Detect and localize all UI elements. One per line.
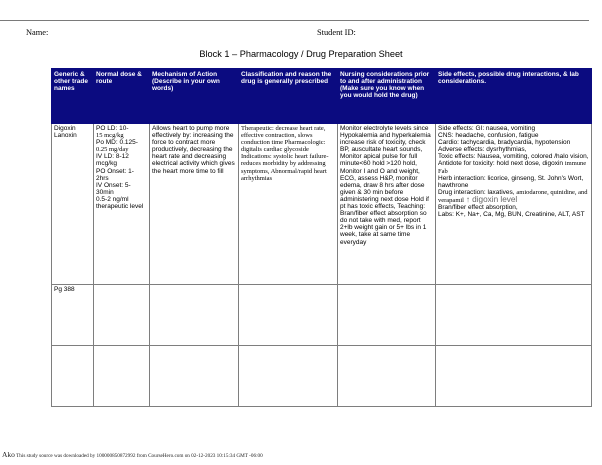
side-effect-line: Bran/fiber effect absorption, <box>438 204 518 212</box>
dose-line: 2hrs <box>96 174 109 182</box>
cell-names[interactable]: Pg 388 <box>52 285 94 346</box>
col-header-side-effects: Side effects, possible drug interactions, & lab considerations. <box>436 69 592 124</box>
cell-classification[interactable] <box>239 285 338 346</box>
antidote-serif-text: immune Fab <box>438 160 587 175</box>
cell-names[interactable] <box>52 124 94 285</box>
table-row <box>52 346 592 407</box>
side-effect-line <box>438 160 589 174</box>
dose-line: 15 mcg/kg <box>96 132 124 140</box>
side-effect-line: Side effects: GI: nausea, vomiting <box>438 125 536 132</box>
side-effect-line: Herb interaction: licorice, ginseng, St. John's Wort, hawthrone <box>438 174 584 189</box>
cell-mechanism[interactable] <box>150 285 239 346</box>
col-header-nursing: Nursing considerations prior to and after administration (Make sure you know when you would hold the drug) <box>338 69 436 124</box>
table-row <box>52 285 592 346</box>
header-rule <box>0 20 589 21</box>
drug-interaction-serif: amiodarone, quinidine, and verapamil <box>438 188 588 204</box>
cell-dose[interactable] <box>94 346 150 407</box>
footer-ako: Ako <box>2 450 15 459</box>
cell-mechanism[interactable] <box>150 346 239 407</box>
cell-nursing[interactable]: Monitor electrolyte levels since Hypokalemia and hyperkalemia increase risk of toxicity, check BP, auscultate heart sounds, Monitor apical pulse for full minute<60 hold >120 hold, Monitor I and O and weight, ECG, assess H&P, monitor edema, draw 8 hrs after dose given & 30 min before administering next dose Hold if pt has toxic effects, Teaching: Bran/fiber effect absorption so do not take with med, report 2+lb weight gain or 5+ lbs in 1 week, take at same time everyday <box>338 124 436 285</box>
page-title: Block 1 – Pharmacology / Drug Preparation Sheet <box>199 49 403 59</box>
cell-dose[interactable] <box>94 285 150 346</box>
col-header-classification: Classification and reason the drug is generally prescribed <box>239 69 338 124</box>
side-effect-line: CNS: headache, confusion, fatigue <box>438 132 539 140</box>
antidote-text: Antidote for toxicity: hold next dose, digoxin <box>438 160 564 168</box>
dose-line: IV LD: 8-12 <box>96 153 129 161</box>
col-header-names: Generic & other trade names <box>52 69 94 124</box>
trade-name: Lanoxin <box>54 132 77 140</box>
cell-mechanism[interactable]: Allows heart to pump more effectively by: increasing the force to contract more productively, decreasing the heart rate and decreasing electrical activity which gives the heart more time to fill <box>150 124 239 285</box>
side-effect-line: Labs: K+, Na+, Ca, Mg, BUN, Creatinine, ALT, AST <box>438 211 585 219</box>
side-effect-line: Cardio: tachycardia, bradycardia, hypotension <box>438 139 571 147</box>
side-effect-line: Toxic effects: Nausea, vomiting, colored /halo vision, <box>438 153 589 161</box>
footer-source-text: This study source was downloaded by 100000850872992 from CourseHero.com on 02-12-2023 10:15:34 GMT -06:00 <box>16 453 263 459</box>
cell-dose[interactable] <box>94 124 150 285</box>
dose-line: 0.5-2 ng/ml <box>96 195 129 203</box>
table-row <box>52 124 592 285</box>
dose-line: PO LD: 10- <box>96 125 129 132</box>
cell-names[interactable] <box>52 346 94 407</box>
col-header-dose: Normal dose & route <box>94 69 150 124</box>
cell-side-effects[interactable] <box>436 285 592 346</box>
generic-name: Digoxin <box>54 125 76 132</box>
cell-classification[interactable]: Therapeutic: decrease heart rate, effective contraction, slows conduction time Pharmacologic: digitalis cardiac glycoside Indications: systolic heart failure-reduces morbidity by addressing symptoms, Abnormal/rapid heart arrhythmias <box>239 124 338 285</box>
table-header-row <box>52 69 592 124</box>
cell-side-effects[interactable] <box>436 346 592 407</box>
dose-line: Po MD: 0.125- <box>96 139 138 147</box>
dose-line: IV Onset: 5- <box>96 181 131 189</box>
dose-line: 0.25 mg/day <box>96 146 129 154</box>
drug-interaction-text: Drug interaction: laxatives, <box>438 188 515 196</box>
dose-line: mcg/kg <box>96 160 117 168</box>
drug-table <box>51 68 592 407</box>
side-effect-line <box>438 189 589 204</box>
cell-side-effects[interactable] <box>436 124 592 285</box>
dose-line: therapeutic level <box>96 203 144 211</box>
digoxin-level-note: ↑ digoxin level <box>465 194 518 204</box>
side-effect-line: Adverse effects: dysrhythmias, <box>438 146 527 154</box>
dose-line: 30min <box>96 188 114 196</box>
cell-nursing[interactable] <box>338 285 436 346</box>
cell-classification[interactable] <box>239 346 338 407</box>
download-footer <box>2 450 263 459</box>
dose-line: PO Onset: 1- <box>96 167 134 175</box>
col-header-mechanism: Mechanism of Action (Describe in your own words) <box>150 69 239 124</box>
student-id-label: Student ID: <box>317 28 356 37</box>
cell-nursing[interactable] <box>338 346 436 407</box>
name-label: Name: <box>26 28 49 37</box>
